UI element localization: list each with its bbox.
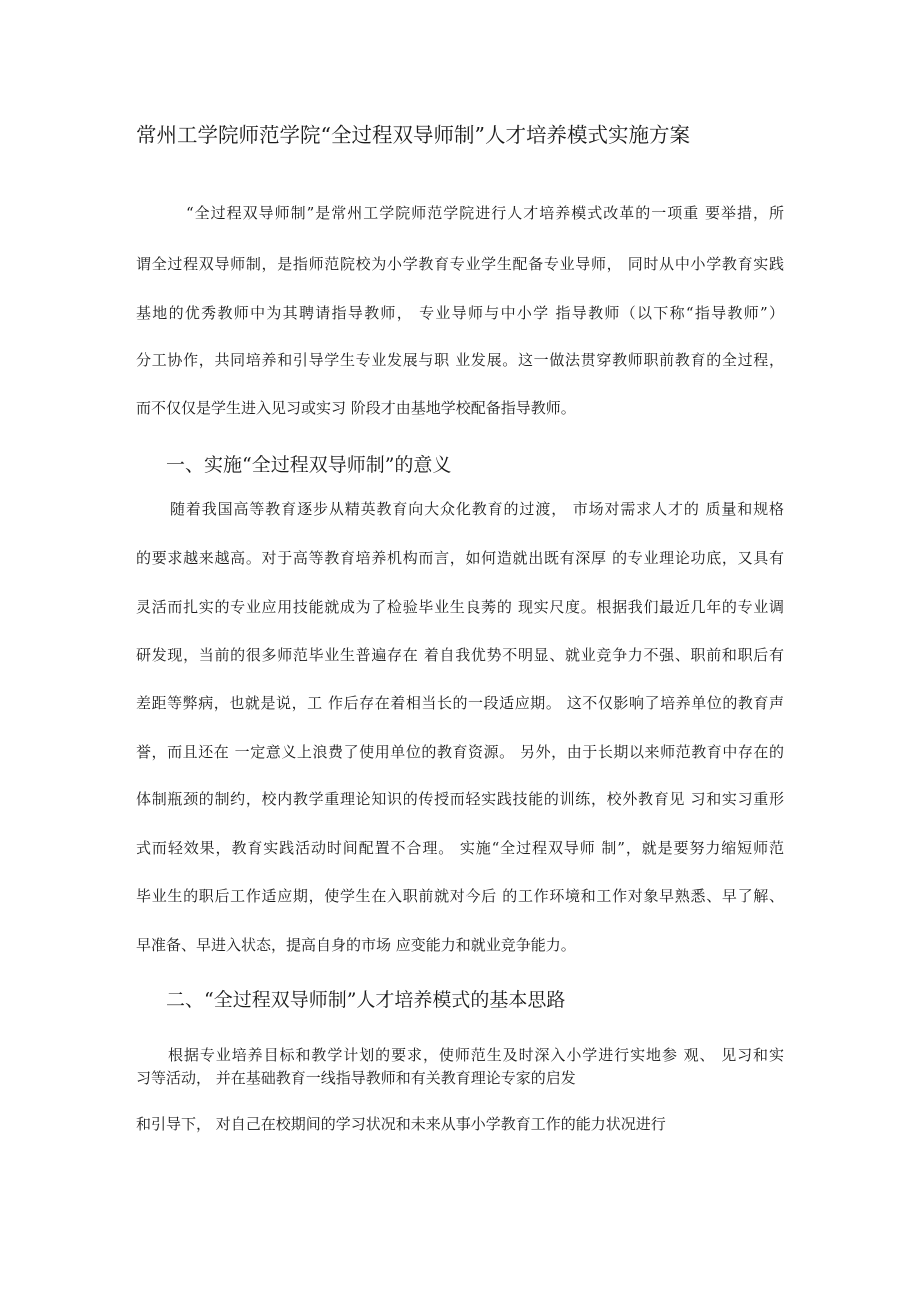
section1-line-1: 随着我国高等教育逐步从精英教育向大众化教育的过渡， 市场对需求人才的 质量和规格: [170, 500, 784, 518]
document-title: 常州工学院师范学院“全过程双导师制”人才培养模式实施方案: [136, 123, 690, 147]
section1-line-3: 灵活而扎实的专业应用技能就成为了检验毕业生良莠的 现实尺度。根据我们最近几年的专业调: [136, 598, 784, 616]
section1-line-5: 差距等弊病，也就是说，工 作后存在着相当长的一段适应期。 这不仅影响了培养单位的教育声: [136, 694, 784, 712]
section1-line-2: 的要求越来越高。对于高等教育培养机构而言，如何造就出既有深厚 的专业理论功底，又具有: [136, 549, 784, 567]
intro-line-3: 基地的优秀教师中为其聘请指导教师， 专业导师与中小学 指导教师（以下称“指导教师”）: [136, 304, 784, 322]
intro-line-5: 而不仅仅是学生进入见习或实习 阶段才由基地学校配备指导教师。: [136, 399, 576, 417]
section2-line-1: 根据专业培养目标和教学计划的要求，使师范生及时深入小学进行实地参 观、 见习和实: [168, 1046, 784, 1064]
intro-line-1: “全过程双导师制”是常州工学院师范学院进行人才培养模式改革的一项重 要举措，所: [186, 204, 784, 222]
intro-line-2: 谓全过程双导师制，是指师范院校为小学教育专业学生配备专业导师， 同时从中小学教育实践: [136, 255, 784, 273]
section1-line-10: 早准备、早进入状态，提高自身的市场 应变能力和就业竞争能力。: [136, 936, 576, 954]
section2-line-3: 和引导下， 对自己在校期间的学习状况和未来从事小学教育工作的能力状况进行: [136, 1115, 666, 1133]
section1-line-6: 誉，而且还在 一定意义上浪费了使用单位的教育资源。 另外，由于长期以来师范教育中存在的: [136, 743, 784, 761]
section1-line-7: 体制瓶颈的制约，校内教学重理论知识的传授而轻实践技能的训练，校外教育见 习和实习重形: [136, 790, 784, 808]
section2-line-2: 习等活动， 并在基础教育一线指导教师和有关教育理论专家的启发: [136, 1069, 576, 1087]
section2-heading: 二、“全过程双导师制”人才培养模式的基本思路: [166, 989, 566, 1011]
section1-line-4: 研发现，当前的很多师范毕业生普遍存在 着自我优势不明显、就业竞争力不强、职前和职后有: [136, 646, 784, 664]
section1-line-8: 式而轻效果，教育实践活动时间配置不合理。 实施“全过程双导师 制”，就是要努力缩短师范: [136, 839, 784, 857]
section1-heading: 一、实施“全过程双导师制”的意义: [166, 454, 452, 476]
intro-line-4: 分工协作，共同培养和引导学生专业发展与职 业发展。这一做法贯穿教师职前教育的全过程，: [136, 351, 784, 369]
section1-line-9: 毕业生的职后工作适应期，使学生在入职前就对今后 的工作环境和工作对象早熟悉、早了解、: [136, 887, 784, 905]
